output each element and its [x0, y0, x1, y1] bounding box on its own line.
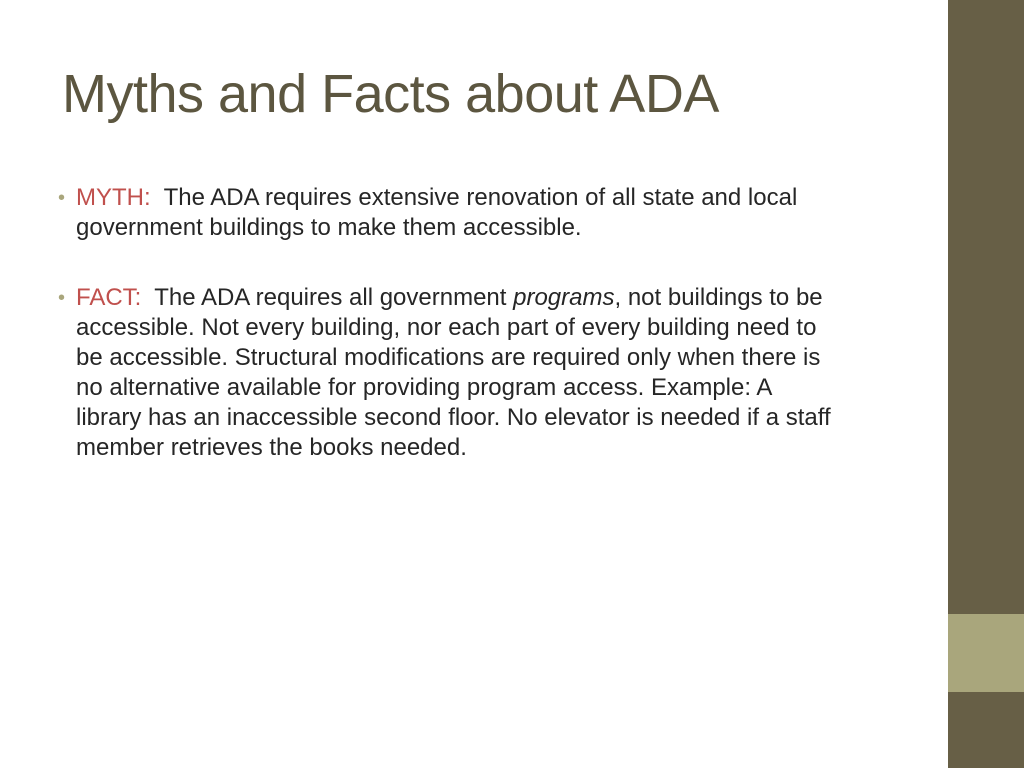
bullet-dot: • [58, 287, 66, 309]
sidebar-decoration-top [948, 0, 1024, 614]
fact-label: FACT: [76, 284, 142, 311]
fact-text-after: , not buildings to be accessible. Not every building, nor each part of every building need to be accessible. Structural modifications are required only when there is no alternative available for providing program access. Example: A library has an inaccessible second floor. No elevator is needed if a staff member retrieves the books needed. [76, 284, 831, 461]
myth-label: MYTH: [76, 184, 151, 211]
sidebar-decoration-bottom [948, 692, 1024, 768]
fact-text-before: The ADA requires all government [154, 284, 514, 311]
sidebar-decoration-middle [948, 614, 1024, 692]
slide-content [58, 183, 838, 503]
bullet-dot: • [58, 187, 66, 209]
myth-text: The ADA requires extensive renovation of all state and local government buildings to make them accessible. [76, 184, 798, 241]
bullet-fact [58, 283, 838, 463]
slide-title: Myths and Facts about ADA [62, 64, 719, 124]
bullet-myth [58, 183, 838, 243]
fact-text-italic: programs [513, 284, 615, 311]
